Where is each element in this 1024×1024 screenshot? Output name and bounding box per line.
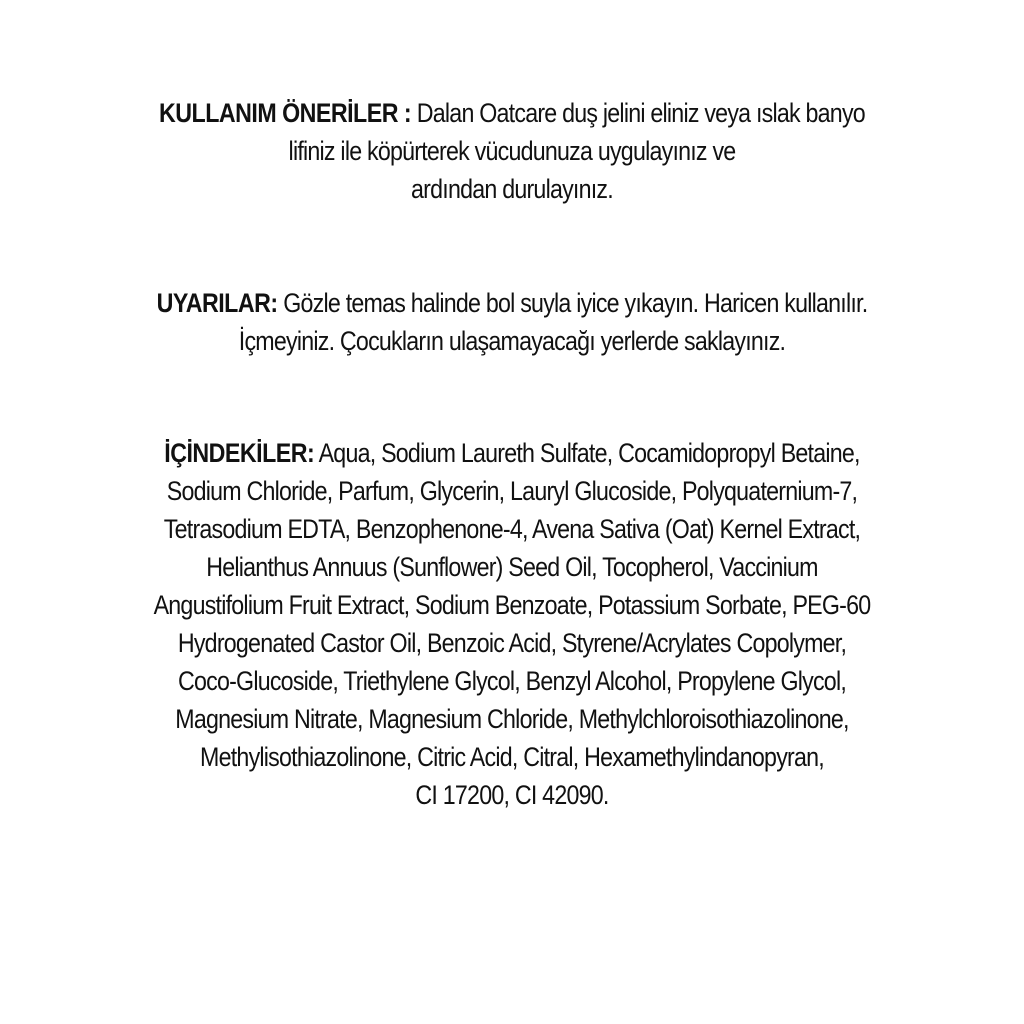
usage-text-1: Dalan Oatcare duş jelini eliniz veya ıslak banyo bbox=[416, 98, 865, 128]
ingredients-line-6: Hydrogenated Castor Oil, Benzoic Acid, Styrene/Acrylates Copolymer, bbox=[177, 628, 847, 658]
usage-heading: KULLANIM ÖNERİLER : bbox=[159, 98, 412, 128]
warnings-line-2: İçmeyiniz. Çocukların ulaşamayacağı yerlerde saklayınız. bbox=[238, 326, 786, 356]
warnings-line-1 bbox=[72, 284, 953, 322]
ingredients-line-8: Magnesium Nitrate, Magnesium Chloride, Methylchloroisothiazolinone, bbox=[175, 704, 849, 734]
ingredients-section bbox=[0, 434, 1024, 814]
warnings-section bbox=[0, 284, 1024, 360]
ingredients-line-1 bbox=[72, 434, 953, 472]
warnings-heading: UYARILAR: bbox=[156, 288, 278, 318]
ingredients-line-7: Coco-Glucoside, Triethylene Glycol, Benzyl Alcohol, Propylene Glycol, bbox=[177, 666, 847, 696]
usage-line-3: ardından durulayınız. bbox=[411, 174, 613, 204]
ingredients-line-2: Sodium Chloride, Parfum, Glycerin, Lauryl Glucoside, Polyquaternium-7, bbox=[166, 476, 858, 506]
ingredients-heading: İÇİNDEKİLER: bbox=[164, 438, 315, 468]
ingredients-line-4: Helianthus Annuus (Sunflower) Seed Oil, Tocopherol, Vaccinium bbox=[206, 552, 818, 582]
usage-line-1 bbox=[72, 94, 953, 132]
usage-section bbox=[0, 94, 1024, 208]
warnings-text-1: Gözle temas halinde bol suyla iyice yıkayın. Haricen kullanılır. bbox=[283, 288, 868, 318]
ingredients-line-9: Methylisothiazolinone, Citric Acid, Citral, Hexamethylindanopyran, bbox=[200, 742, 824, 772]
ingredients-line-3: Tetrasodium EDTA, Benzophenone-4, Avena Sativa (Oat) Kernel Extract, bbox=[163, 514, 861, 544]
ingredients-line-5: Angustifolium Fruit Extract, Sodium Benzoate, Potassium Sorbate, PEG-60 bbox=[153, 590, 871, 620]
ingredients-line-10: CI 17200, CI 42090. bbox=[415, 780, 609, 810]
usage-line-2: lifiniz ile köpürterek vücudunuza uygulayınız ve bbox=[288, 136, 736, 166]
ingredients-text-1: Aqua, Sodium Laureth Sulfate, Cocamidopropyl Betaine, bbox=[318, 438, 860, 468]
